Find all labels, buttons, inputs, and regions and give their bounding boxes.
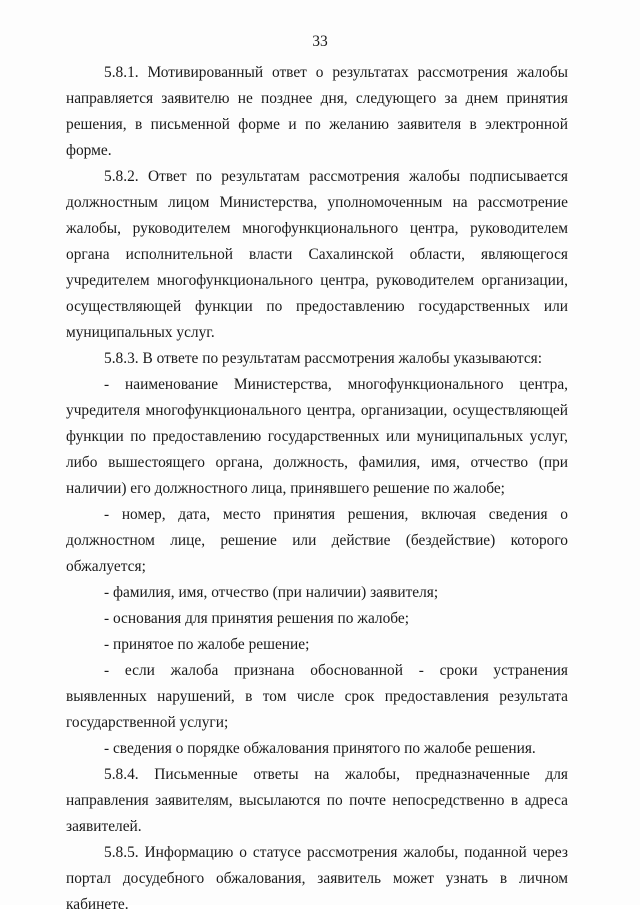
list-item-grounds: - основания для принятия решения по жалобе; (104, 610, 410, 627)
list-item-number-date: - номер, дата, место принятия решения, включая сведения о должностном лице, решение или действие (бездействие) которого обжалуется; (66, 506, 568, 575)
page-number: 33 (312, 33, 328, 50)
document-body (66, 60, 568, 918)
list-item-applicant-name: - фамилия, имя, отчество (при наличии) заявителя; (104, 584, 439, 601)
paragraph-5-8-4: 5.8.4. Письменные ответы на жалобы, предназначенные для направления заявителям, высылаются по почте непосредственно в адреса заявителей. (66, 766, 568, 835)
list-item-name: - наименование Министерства, многофункционального центра, учредителя многофункционального центра, организации, осуществляющей функции по предоставлению государственных или муниципальных услуг, либо вышестоящего органа, должность, фамилия, имя, отчество (при наличии) его должностного лица, принявшего решение по жалобе; (66, 376, 568, 497)
paragraph-5-8-1: 5.8.1. Мотивированный ответ о результатах рассмотрения жалобы направляется заявителю не позднее дня, следующего за днем принятия решения, в письменной форме и по желанию заявителя в электронной форме. (66, 64, 568, 159)
list-item-appeal-procedure: - сведения о порядке обжалования принятого по жалобе решения. (104, 740, 536, 757)
paragraph-5-8-5: 5.8.5. Информацию о статусе рассмотрения жалобы, поданной через портал досудебного обжалования, заявитель может узнать в личном кабинете. (66, 844, 568, 913)
list-item-remedy-terms: - если жалоба признана обоснованной - сроки устранения выявленных нарушений, в том числе срок предоставления результата государственной услуги; (66, 662, 568, 731)
list-item-decision: - принятое по жалобе решение; (104, 636, 310, 653)
paragraph-5-8-3: 5.8.3. В ответе по результатам рассмотрения жалобы указываются: (104, 350, 543, 367)
paragraph-5-8-2: 5.8.2. Ответ по результатам рассмотрения жалобы подписывается должностным лицом Министерства, уполномоченным на рассмотрение жалобы, руководителем многофункционального центра, руководителем органа исполнительной власти Сахалинской области, являющегося учредителем многофункционального центра, руководителем организации, осуществляющей функции по предоставлению государственных или муниципальных услуг. (66, 168, 568, 341)
